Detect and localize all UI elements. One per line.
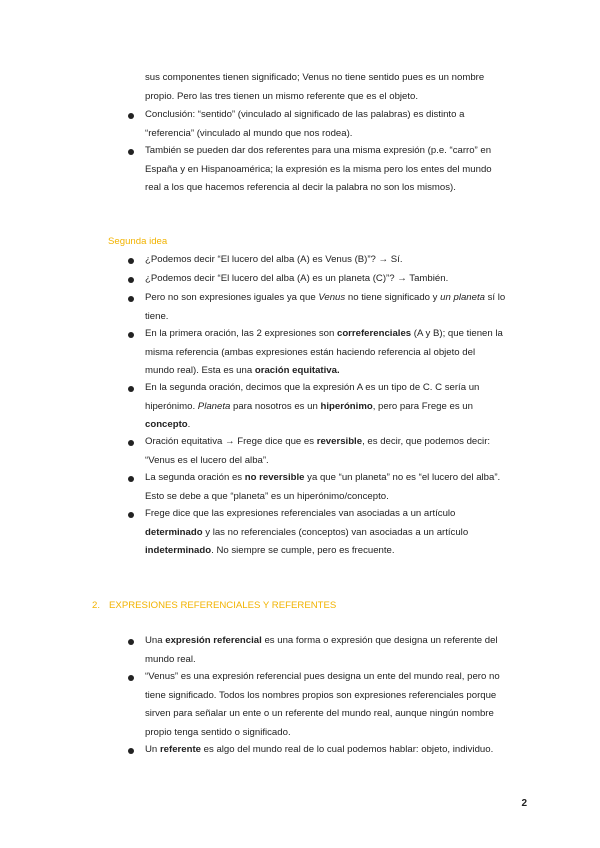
text-line: tiene.	[145, 310, 169, 322]
text-line: propio. Pero las tres tienen un mismo referente que es el objeto.	[145, 90, 419, 102]
section-title: EXPRESIONES REFERENCIALES Y REFERENTES	[109, 600, 337, 611]
bullet-icon	[128, 332, 134, 338]
text-line: propio tenga sentido o significado.	[145, 726, 291, 738]
text-line: Oración equitativa → Frege dice que es reversible, es decir, que podemos decir:	[145, 436, 491, 447]
bullet-icon	[128, 748, 134, 754]
bullet-icon	[128, 386, 134, 392]
section-heading-2	[92, 600, 336, 611]
bullet-icon	[128, 675, 134, 681]
section-number: 2.	[92, 600, 101, 611]
text-line: sirven para señalar un ente o un referente del mundo real, aunque ningún nombre	[145, 708, 494, 719]
bullet-icon	[128, 258, 134, 264]
text-line: determinado y las no referenciales (conceptos) van asociadas a un artículo	[145, 526, 469, 538]
text-line: En la segunda oración, decimos que la expresión A es un tipo de C. C sería un	[145, 382, 480, 393]
text-line: Una expresión referencial es una forma o expresión que designa un referente del	[145, 635, 498, 646]
subheading-segunda-idea: Segunda idea	[108, 236, 168, 247]
bullet-icon	[128, 296, 134, 302]
text-line: Un referente es algo del mundo real de lo cual podemos hablar: objeto, individuo.	[145, 744, 494, 755]
page-number: 2	[521, 798, 527, 809]
text-line: mundo real.	[145, 653, 196, 665]
bullet-icon	[128, 639, 134, 645]
text-line: mundo real). Esta es una oración equitativa.	[145, 365, 340, 376]
text-line: Pero no son expresiones iguales ya que Venus no tiene significado y un planeta sí lo	[145, 292, 506, 303]
bullet-icon	[128, 512, 134, 518]
text-line: indeterminado. No siempre se cumple, pero es frecuente.	[145, 545, 395, 556]
bullet-icon	[128, 113, 134, 119]
text-line: tiene significado. Todos los nombres propios son expresiones referenciales porque	[145, 689, 497, 701]
text-line: hiperónimo. Planeta para nosotros es un hiperónimo, pero para Frege es un	[145, 400, 473, 412]
text-line: Esto se debe a que “planeta” es un hiperónimo/concepto.	[145, 490, 389, 502]
text-line: Conclusión: “sentido” (vinculado al significado de las palabras) es distinto a	[145, 109, 465, 120]
continuation-paragraph	[145, 69, 530, 106]
text-line: “Venus es el lucero del alba”.	[145, 454, 269, 466]
bullet-icon	[128, 277, 134, 283]
bullet-icon	[128, 476, 134, 482]
text-line: sus componentes tienen significado; Venus no tiene sentido pues es un nombre	[145, 72, 485, 83]
text-line: ¿Podemos decir “El lucero del alba (A) es un planeta (C)”? → También.	[145, 273, 449, 284]
text-line: También se pueden dar dos referentes para una misma expresión (p.e. “carro” en	[145, 145, 492, 156]
bullet-icon	[128, 440, 134, 446]
text-line: En la primera oración, las 2 expresiones son correferenciales (A y B); que tienen la	[145, 328, 503, 339]
text-line: ¿Podemos decir “El lucero del alba (A) es Venus (B)”? → Sí.	[145, 254, 403, 265]
text-line: real a los que hacemos referencia al decir la palabra no son los mismos).	[145, 182, 456, 193]
text-line: misma referencia (ambas expresiones están haciendo referencia al objeto del	[145, 346, 476, 358]
text-line: “Venus” es una expresión referencial pues designa un ente del mundo real, pero no	[145, 671, 500, 682]
text-line: Frege dice que las expresiones referenciales van asociadas a un artículo	[145, 508, 456, 519]
text-line: La segunda oración es no reversible ya que “un planeta” no es “el lucero del alba”.	[145, 472, 501, 483]
text-line: España y en Hispanoamérica; la expresión es la misma pero los entes del mundo	[145, 163, 492, 175]
text-line: “referencia” (vinculado al mundo que nos rodea).	[145, 127, 353, 139]
bullet-icon	[128, 149, 134, 155]
text-line: concepto.	[145, 419, 191, 430]
